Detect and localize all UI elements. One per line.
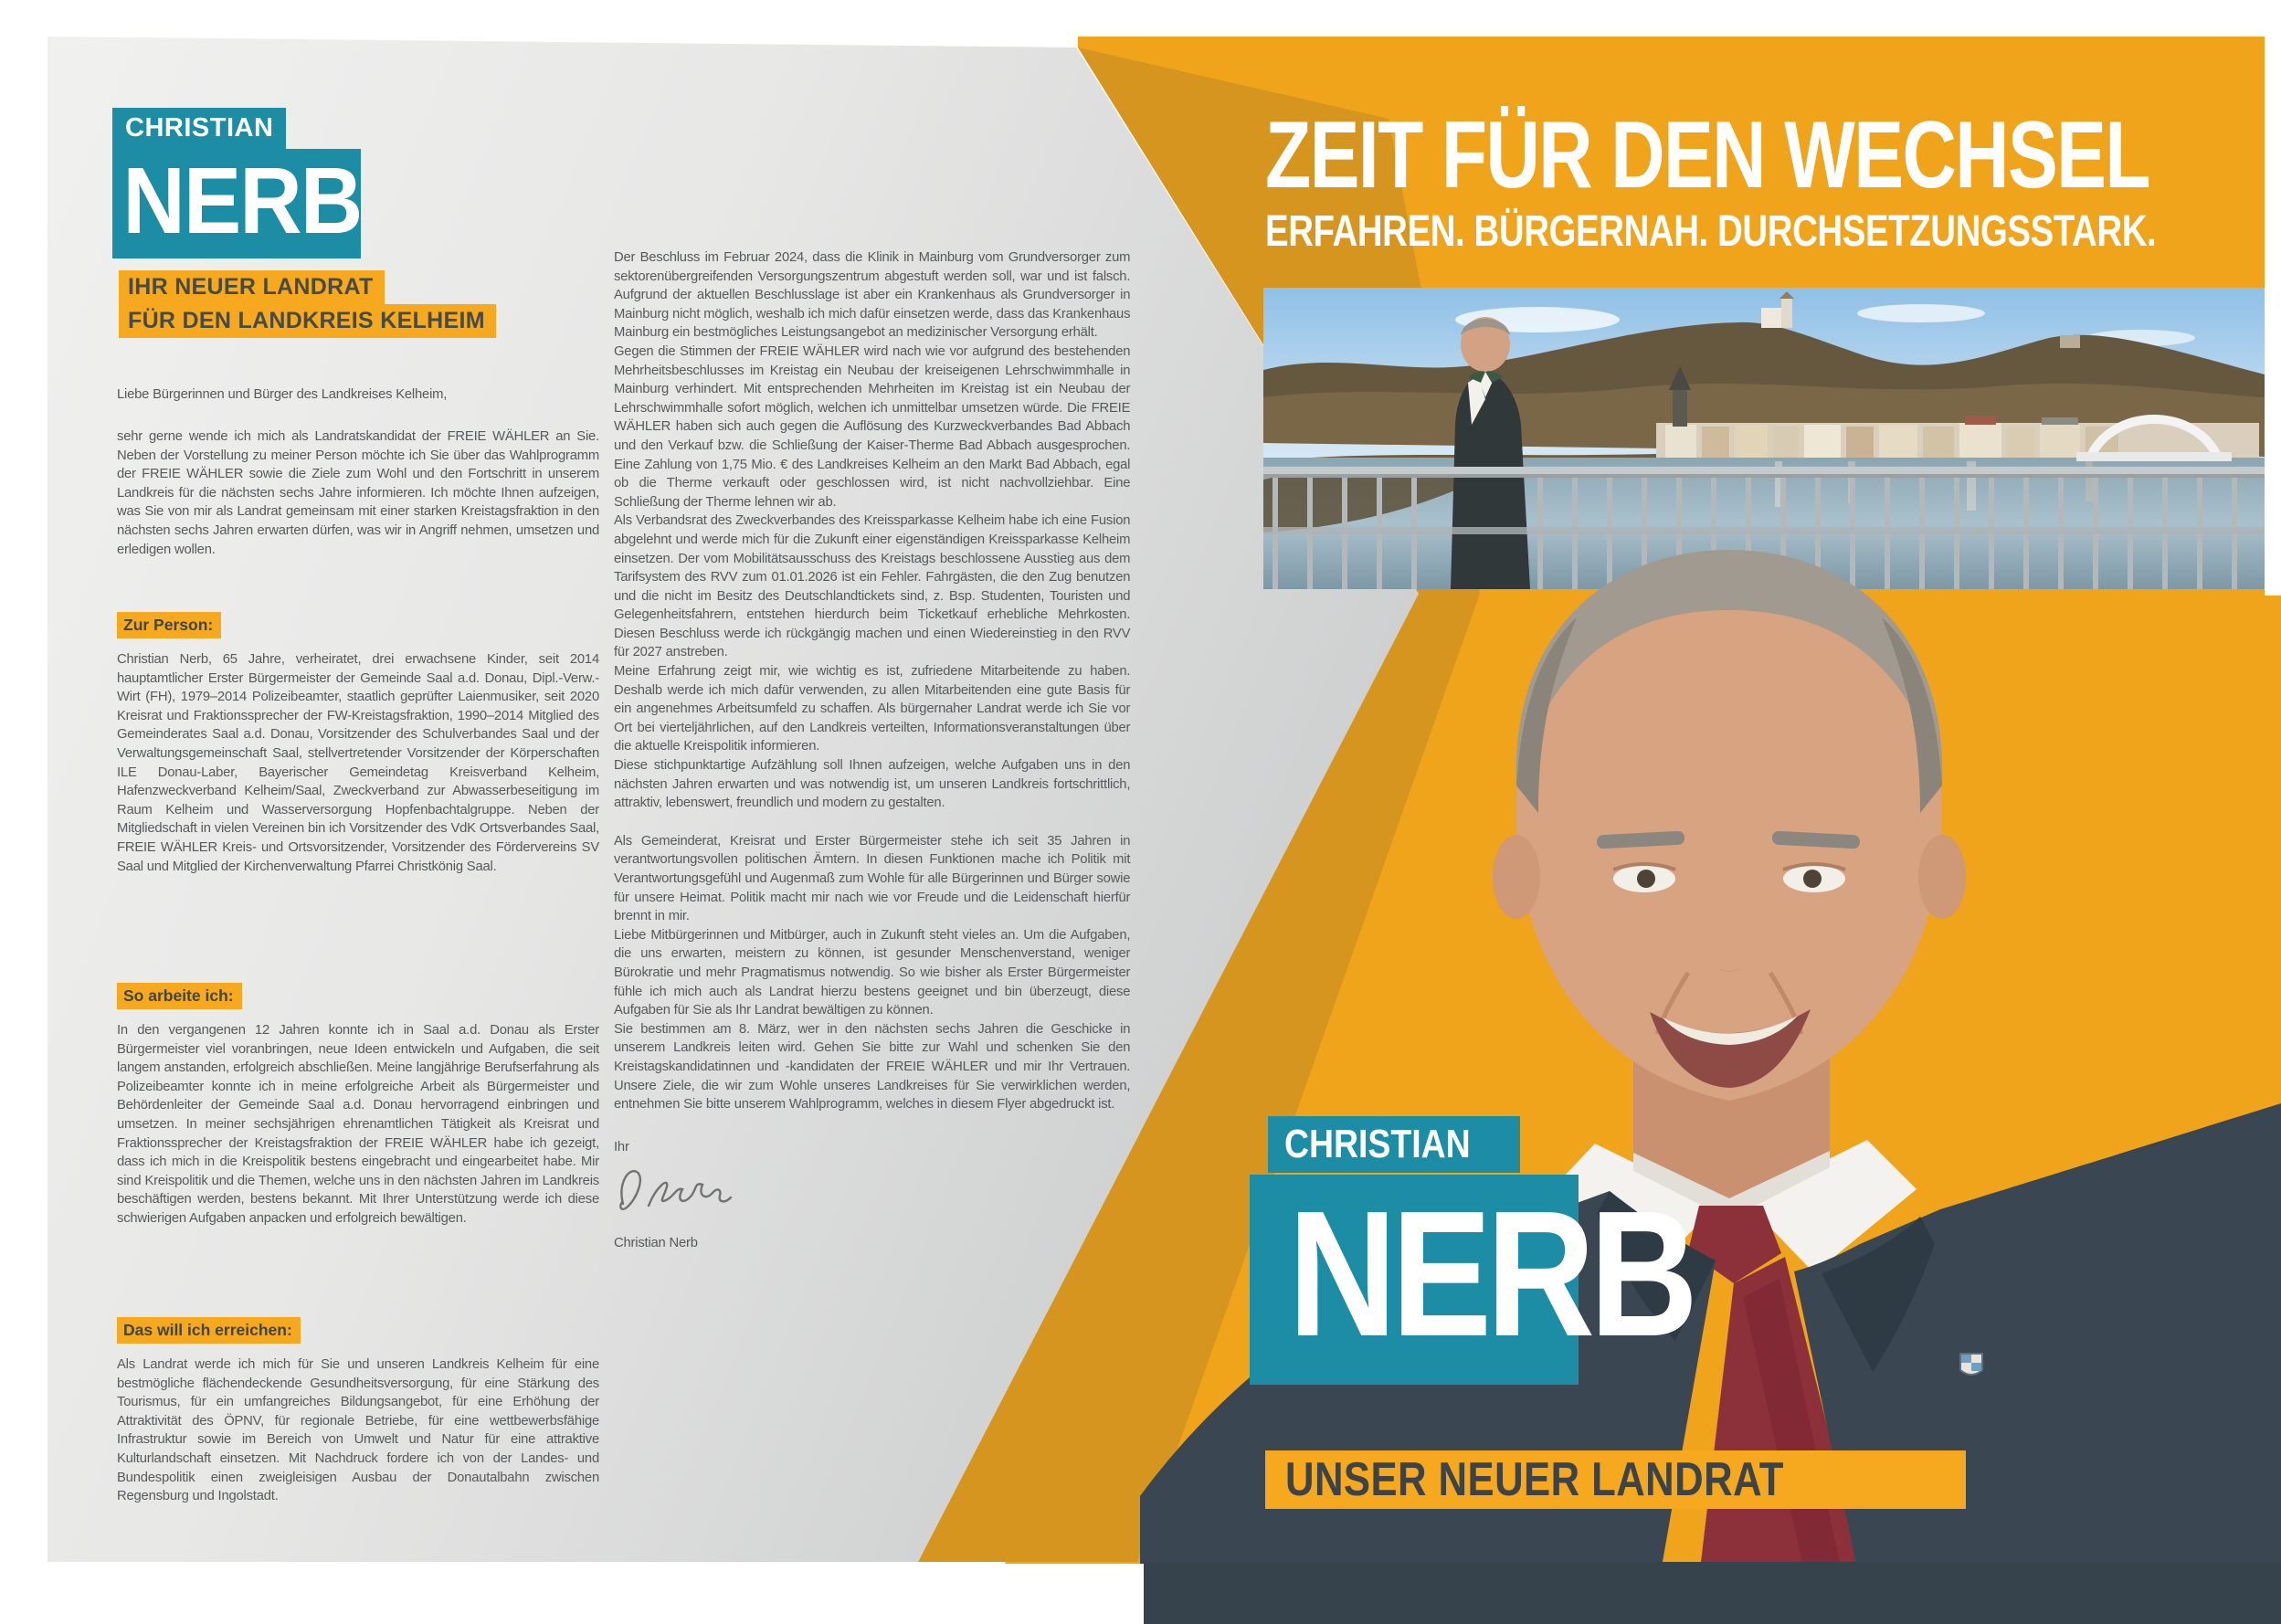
section-text-das-will-ich-erreichen: Als Landrat werde ich mich für Sie und unseren Landkreis Kelheim für eine bestmögliche flächendeckende Gesundheitsversorgung, für eine Stärkung des Tourismus, für ein umfangreiches Bildungsangebot, für eine Erhöhung der Attraktivität des ÖPNV, für regionale Betriebe, für eine wettbewerbsfähige Infrastruktur sowie im Bereich von Umwelt und Natur für eine attraktive Kulturlandschaft einsetzen. Mit Nachdruck fordere ich von der Landes- und Bundespolitik einen zweigleisigen Ausbau der Donautalbahn zwischen Regensburg und Ingolstadt. (117, 1357, 599, 1504)
tagline (119, 270, 496, 338)
banner-text: UNSER NEUER LANDRAT (1285, 1453, 1784, 1506)
candidate-first-name-text: CHRISTIAN (1284, 1122, 1471, 1166)
section-heading-so-arbeite-ich: So arbeite ich: (117, 983, 242, 1009)
paragraph: Sie bestimmen am 8. März, wer in den nächsten sechs Jahren die Geschicke in unserem Landkreis leiten wird. Gehen Sie bitte zur Wahl und schenken Sie den Kreistagskandidatinnen und -kandidaten der FREIE WÄHLER und mir Ihr Vertrauen. Unsere Ziele, die wir zum Wohle unseres Landkreises für Sie verwirklichen werden, entnehmen Sie bitte unserem Wahlprogramm, welches in diesem Flyer abgedruckt ist. (614, 1021, 1131, 1113)
logo-last-name-text: NERB (122, 148, 362, 253)
subheadline (1265, 208, 2281, 256)
closing-word: Ihr (614, 1139, 629, 1155)
subheadline-text: ERFAHREN. BÜRGERNAH. DURCHSETZUNGSSTARK. (1265, 207, 2157, 256)
paragraph: Als Gemeinderat, Kreisrat und Erster Bürgermeister stehe ich seit 35 Jahren in verantwortungsvollen politischen Ämtern. In diesen Funktionen mache ich Politik mit Verantwortungsgefühl und Augenmaß zum Wohle für alle Bürgerinnen und Bürger sowie für unsere Heimat. Politik macht mir nach wie vor Freude und die Leidenschaft hierfür brennt in mir. (614, 833, 1131, 924)
section-heading-zur-person: Zur Person: (117, 612, 221, 638)
page-margin-top (0, 0, 2281, 37)
logo-last-name (112, 149, 361, 258)
paragraph: Meine Erfahrung zeigt mir, wie wichtig es ist, zufriedene Mitarbeitende zu haben. Deshalb werde ich mich dafür verwenden, zu allen Mitarbeitenden eine gute Basis für ein angenehmes Arbeitsumfeld zu schaffen. Als bürgernaher Landrat werde ich Sie vor Ort bei vierteljährlichen, auf den Landkreis verteilten, Informationsveranstaltungen über die aktuelle Kreispolitik informieren. (614, 664, 1131, 754)
paragraph: Der Beschluss im Februar 2024, dass die Klinik in Mainburg vom Grundversorger zum sektorenübergreifenden Versorgungszentrum abgestuft werden soll, war und ist falsch. Aufgrund der aktuellen Beschlusslage ist aber ein Krankenhaus als Grundversorger in Mainburg nicht möglich, weshalb ich mich dafür einsetzen werde, dass das Krankenhaus Mainburg ein bestmögliches Leistungsangebot an medizinischer Versorgung erhält. (614, 250, 1131, 341)
signature-icon (614, 1160, 760, 1222)
middle-text-column (614, 248, 1131, 1562)
tagline-line2: FÜR DEN LANDKREIS KELHEIM (119, 304, 496, 338)
intro-paragraph: sehr gerne wende ich mich als Landratskandidat der FREIE WÄHLER an Sie. Neben der Vorstellung zu meiner Person möchte ich Sie über das Wahlprogramm der FREIE WÄHLER sowie die Ziele zum Wohl und den Fortschritt in unserem Landkreis für die nächsten sechs Jahre informieren. Ich möchte Ihnen aufzeigen, was Sie von mir als Landrat gemeinsam mit einer starken Kreistagsfraktion in den nächsten sechs Jahren erwarten dürfen, was wir in Angriff nehmen, umsetzen und erledigen wollen. (117, 429, 599, 557)
lapel-pin-icon (1960, 1354, 1982, 1375)
salutation: Liebe Bürgerinnen und Bürger des Landkreises Kelheim, (117, 387, 448, 402)
candidate-first-name-box (1268, 1116, 1520, 1173)
section-text-so-arbeite-ich: In den vergangenen 12 Jahren konnte ich in Saal a.d. Donau als Erster Bürgermeister viel voranbringen, neue Ideen entwickeln und Aufgaben, die seit langem anstanden, erfolgreich abschließen. Meine langjährige Berufserfahrung als Polizeibeamter konnte ich in meine erfolgreiche Arbeit als Bürgermeister und Behördenleiter der Gemeinde Saal a.d. Donau hervorragend einbringen und umsetzen. In meiner sechsjährigen ehrenamtlichen Tätigkeit als Kreisrat und Fraktionssprecher der Kreistagsfraktion der FREIE WÄHLER habe ich gezeigt, dass ich mich in die Kreispolitik bestens eingebracht und eingearbeitet habe. Mir sind Kreispolitik und die Themen, welche uns in den nächsten Jahren im Landkreis beschäftigen werden, bestens bekannt. Mit Ihrer Unterstützung werde ich diese schwierigen Aufgaben anpacken und erfolgreich bewältigen. (117, 1023, 599, 1226)
candidate-last-name-box (1250, 1174, 1694, 1385)
section-heading-das-will-ich-erreichen: Das will ich erreichen: (117, 1317, 301, 1344)
section-text-zur-person: Christian Nerb, 65 Jahre, verheiratet, drei erwachsene Kinder, seit 2014 hauptamtlicher Erster Bürgermeister der Gemeinde Saal a.d. Donau, Dipl.-Verw.-Wirt (FH), 1979–2014 Polizeibeamter, staatlich geprüfter Laienmusiker, seit 2020 Kreisrat und Fraktionssprecher der FW-Kreistagsfraktion, 1990–2014 Mitglied des Gemeinderates Saal a.d. Donau, Vorsitzender des Schulverbandes Saal und der Verwaltungsgemeinschaft Saal, stellvertretender Vorsitzender der Körperschaften ILE Donau-Laber, Bayerischer Gemeindetag Kreisverband Kelheim, Hafenzweckverband Kelheim/Saal, Zweckverband zur Abwasserbeseitigung im Raum Kelheim und Wasserversorgung Hopfenbachtalgruppe. Neben der Mitgliedschaft in vielen Vereinen bin ich Vorsitzender des VdK Ortsverbandes Saal, FREIE WÄHLER Kreis- und Ortsvorsitzender, Vorsitzender des Fördervereins SV Saal und Mitglied der Kirchenverwaltung Pfarrei Christkönig Saal. (117, 652, 599, 874)
paragraph: Liebe Mitbürgerinnen und Mitbürger, auch in Zukunft steht vieles an. Um die Aufgaben, die uns erwarten, meistern zu können, ist gesunder Menschenverstand, weniger Bürokratie und mehr Pragmatismus notwendig. So wie bisher als Erster Bürgermeister fühle ich mich auch als Landrat hierzu bestens geeignet und bin überzeugt, diese Aufgaben für Sie als Ihr Landrat bewältigen zu können. (614, 927, 1131, 1018)
candidate-last-name-text: NERB (1288, 1174, 1694, 1374)
left-text-column (117, 385, 599, 1532)
page-margin-bottom (0, 1564, 1144, 1624)
paragraph: Gegen die Stimmen der FREIE WÄHLER wird nach wie vor aufgrund des bestehenden Mehrheitsbeschlusses im Kreistag ein Neubau der kreiseigenen Lehrschwimmhalle in Mainburg verhindert. Mit entsprechenden Mehrheiten im Kreistag ist ein Neubau der Lehrschwimmhalle sofort möglich, welchen ich unmittelbar umsetzen würde. Die FREIE WÄHLER haben sich auch gegen die Auflösung des Kurzweckverbandes Bad Abbach und den Verkauf bzw. die Schließung der Kaiser-Therme Bad Abbach ausgesprochen. Eine Zahlung von 1,75 Mio. € des Landkreises Kelheim an den Markt Bad Abbach, egal ob die Therme verkauft oder geschlossen wird, ist nicht nachvollziehbar. Eine Schließung der Therme lehnen wir ab. (614, 343, 1131, 510)
headline-text: ZEIT FÜR DEN WECHSEL (1265, 102, 2150, 208)
paragraph: Als Verbandsrat des Zweckverbandes des Kreissparkasse Kelheim habe ich eine Fusion abgelehnt und werde mich für die Zukunft einer eigenständigen Kreissparkasse Kelheim einsetzen. Der vom Mobilitätsausschuss des Kreistags beschlossene Ausstieg aus dem Tarifsystem des RVV zum 01.01.2026 ist ein Fehler. Fahrgästen, die den Zug benutzen und die nicht im Besitz des Deutschlandtickets sind, z. Bsp. Studenten, Touristen und Gelegenheitsfahrern, entstehen hierdurch beim Ticketkauf erhebliche Mehrkosten. Diesen Beschluss werde ich rückgängig machen und einen Wiedereinstieg in den RVV für 2027 anstreben. (614, 513, 1131, 660)
logo-first-name: CHRISTIAN (112, 108, 286, 149)
page-margin-left (0, 0, 48, 1566)
tagline-line1: IHR NEUER LANDRAT (119, 270, 385, 304)
signature-name: Christian Nerb (614, 1235, 698, 1250)
paragraph: Diese stichpunktartige Aufzählung soll Ihnen aufzeigen, welche Aufgaben uns in den nächsten Jahren erwarten und was notwendig ist, um unseren Landkreis fortschrittlich, attraktiv, lebenswert, freundlich und modern zu gestalten. (614, 758, 1131, 811)
banner-unser-neuer-landrat (1265, 1450, 1966, 1509)
headline (1265, 102, 2281, 208)
